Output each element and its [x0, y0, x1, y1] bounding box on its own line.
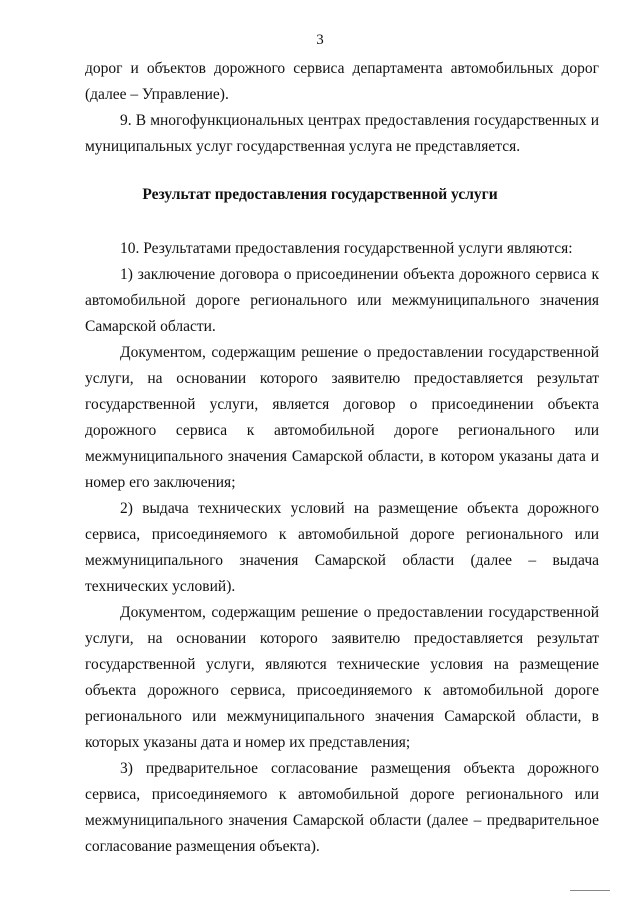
paragraph-10: 10. Результатами предоставления государственной услуги являются: [120, 240, 573, 257]
document-paragraph-2: Документом, содержащим решение о предоставлении государственной услуги, на основании которого заявителю предоставляется результат государственной услуги, являются технические условия на размещение объекта дорожного сервиса, присоединяемого к автомобильной дороге регионального или межмуниципального значения Самарской области, в которых указаны дата и номер их представления; [85, 604, 599, 751]
list-item-3: 3) предварительное согласование размещения объекта дорожного сервиса, присоединяемого к автомобильной дороге регионального или межмуниципального значения Самарской области (далее – предварительное согласование размещения объекта). [85, 760, 599, 855]
paragraph-9: 9. В многофункциональных центрах предоставления государственных и муниципальных услуг государственная услуга не представляется. [85, 112, 599, 155]
document-paragraph-1: Документом, содержащим решение о предоставлении государственной услуги, на основании которого заявителю предоставляется результат государственной услуги, является договор о присоединении объекта дорожного сервиса к автомобильной дороге регионального или межмуниципального значения Самарской области, в котором указаны дата и номер его заключения; [85, 344, 599, 491]
intro-block [85, 56, 599, 160]
page-number: 3 [316, 32, 324, 48]
paragraph-continuation: дорог и объектов дорожного сервиса департамента автомобильных дорог (далее – Управление). [85, 60, 599, 103]
section-body [85, 236, 599, 860]
list-item-2: 2) выдача технических условий на размещение объекта дорожного сервиса, присоединяемого к автомобильной дороге регионального или межмуниципального значения Самарской области (далее – выдача технических условий). [85, 500, 599, 595]
list-item-1: 1) заключение договора о присоединении объекта дорожного сервиса к автомобильной дороге регионального или межмуниципального значения Самарской области. [85, 266, 599, 335]
section-heading: Результат предоставления государственной услуги [142, 186, 498, 203]
footer-line [570, 890, 610, 893]
